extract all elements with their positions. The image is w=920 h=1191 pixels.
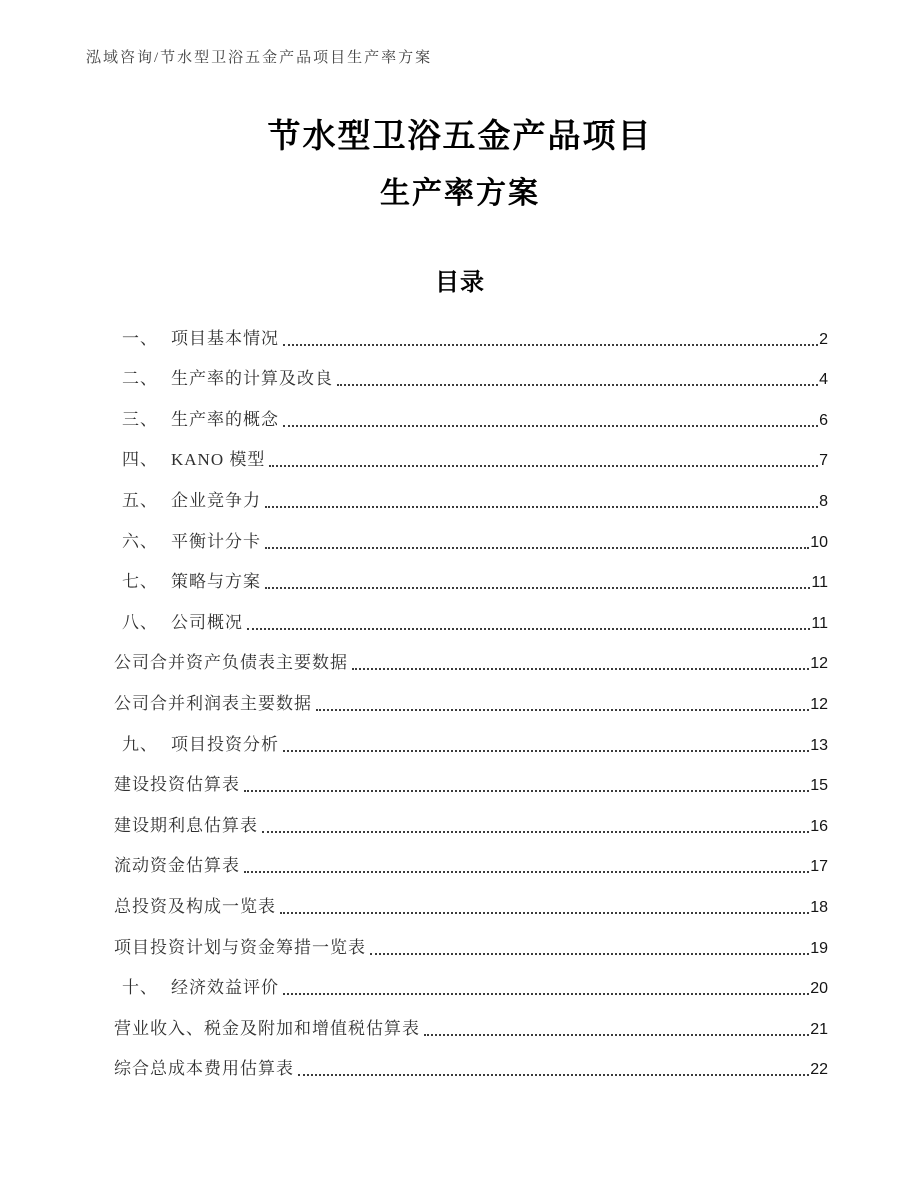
toc-item-label: 策略与方案 — [171, 572, 261, 592]
toc-item-number: 三、 — [122, 409, 158, 429]
toc-item-label: 生产率的概念 — [171, 409, 279, 429]
toc-item[interactable] — [88, 759, 828, 800]
toc-item-number: 九、 — [122, 734, 158, 754]
toc-item-label: 总投资及构成一览表 — [114, 896, 276, 916]
toc-page-number: 8 — [819, 492, 828, 510]
toc-item[interactable] — [88, 921, 828, 962]
toc-leader-dots — [244, 871, 809, 873]
toc-page-number: 21 — [810, 1020, 828, 1038]
document-title — [0, 119, 920, 209]
toc-item-label: 公司概况 — [171, 612, 243, 632]
toc-item-number: 二、 — [122, 369, 158, 389]
toc-item-number: 十、 — [122, 978, 158, 998]
toc-item[interactable] — [88, 515, 828, 556]
toc-item[interactable] — [88, 353, 828, 394]
toc-leader-dots — [283, 750, 809, 752]
toc-item-label: 综合总成本费用估算表 — [114, 1059, 294, 1079]
toc-item[interactable] — [88, 637, 828, 678]
toc-item-number: 七、 — [122, 572, 158, 592]
toc-item-label: 平衡计分卡 — [171, 531, 261, 551]
toc-page-number: 22 — [810, 1061, 828, 1079]
toc-page-number: 12 — [810, 695, 828, 713]
toc-page-number: 6 — [819, 411, 828, 429]
toc-page-number: 11 — [811, 614, 828, 632]
toc-item-label: 项目投资计划与资金筹措一览表 — [114, 937, 366, 957]
toc-leader-dots — [283, 425, 818, 427]
toc-item[interactable] — [88, 1043, 828, 1084]
toc-item[interactable] — [88, 393, 828, 434]
toc-leader-dots — [337, 384, 818, 386]
toc-leader-dots — [424, 1034, 809, 1036]
toc-page-number: 4 — [819, 371, 828, 389]
toc-leader-dots — [269, 465, 818, 467]
toc-item[interactable] — [88, 434, 828, 475]
toc-item-label: 公司合并利润表主要数据 — [114, 693, 312, 713]
toc-item-label: 建设期利息估算表 — [114, 815, 258, 835]
toc-page-number: 12 — [810, 655, 828, 673]
toc-leader-dots — [265, 506, 818, 508]
toc-page-number: 7 — [819, 452, 828, 470]
toc-item[interactable] — [88, 556, 828, 597]
toc-page-number: 16 — [810, 817, 828, 835]
toc-leader-dots — [370, 953, 809, 955]
toc-leader-dots — [352, 668, 809, 670]
document-title-line2: 生产率方案 — [380, 177, 540, 210]
toc-item[interactable] — [88, 840, 828, 881]
toc-item-label: 建设投资估算表 — [114, 775, 240, 795]
toc-item[interactable] — [88, 596, 828, 637]
document-title-line1: 节水型卫浴五金产品项目 — [267, 117, 653, 154]
toc-leader-dots — [262, 831, 809, 833]
toc-page-number: 2 — [819, 330, 828, 348]
toc-leader-dots — [247, 628, 810, 630]
toc-item-number: 四、 — [122, 450, 158, 470]
toc-page-number: 18 — [810, 898, 828, 916]
document-header: 泓域咨询/节水型卫浴五金产品项目生产率方案 — [86, 50, 433, 66]
toc-leader-dots — [283, 344, 818, 346]
toc-item-label: KANO 模型 — [171, 450, 266, 470]
toc-item-label: 营业收入、税金及附加和增值税估算表 — [114, 1018, 420, 1038]
toc-page-number: 17 — [810, 858, 828, 876]
toc-item[interactable] — [88, 312, 828, 353]
toc-item-number: 五、 — [122, 490, 158, 510]
toc-item[interactable] — [88, 718, 828, 759]
toc-leader-dots — [298, 1074, 809, 1076]
toc-item-label: 企业竞争力 — [171, 490, 261, 510]
toc-leader-dots — [283, 993, 809, 995]
toc-item-label: 项目基本情况 — [171, 328, 279, 348]
toc-item-label: 经济效益评价 — [171, 978, 279, 998]
toc-leader-dots — [316, 709, 809, 711]
toc-item-number: 六、 — [122, 531, 158, 551]
toc-page-number: 19 — [810, 939, 828, 957]
toc-page-number: 13 — [810, 736, 828, 754]
table-of-contents — [88, 312, 828, 1083]
toc-item[interactable] — [88, 1002, 828, 1043]
toc-item-label: 项目投资分析 — [171, 734, 279, 754]
toc-item[interactable] — [88, 880, 828, 921]
toc-item[interactable] — [88, 799, 828, 840]
toc-page-number: 10 — [810, 533, 828, 551]
toc-heading: 目录 — [435, 269, 485, 296]
toc-item[interactable] — [88, 677, 828, 718]
toc-item-label: 公司合并资产负债表主要数据 — [114, 653, 348, 673]
toc-leader-dots — [265, 547, 809, 549]
toc-item[interactable] — [88, 962, 828, 1003]
toc-item-number: 一、 — [122, 328, 158, 348]
toc-leader-dots — [265, 587, 810, 589]
toc-item-label: 流动资金估算表 — [114, 856, 240, 876]
toc-page-number: 11 — [811, 574, 828, 592]
toc-item[interactable] — [88, 474, 828, 515]
toc-leader-dots — [280, 912, 809, 914]
toc-page-number: 20 — [810, 980, 828, 998]
toc-leader-dots — [244, 790, 809, 792]
toc-page-number: 15 — [810, 777, 828, 795]
toc-item-label: 生产率的计算及改良 — [171, 369, 333, 389]
toc-item-number: 八、 — [122, 612, 158, 632]
